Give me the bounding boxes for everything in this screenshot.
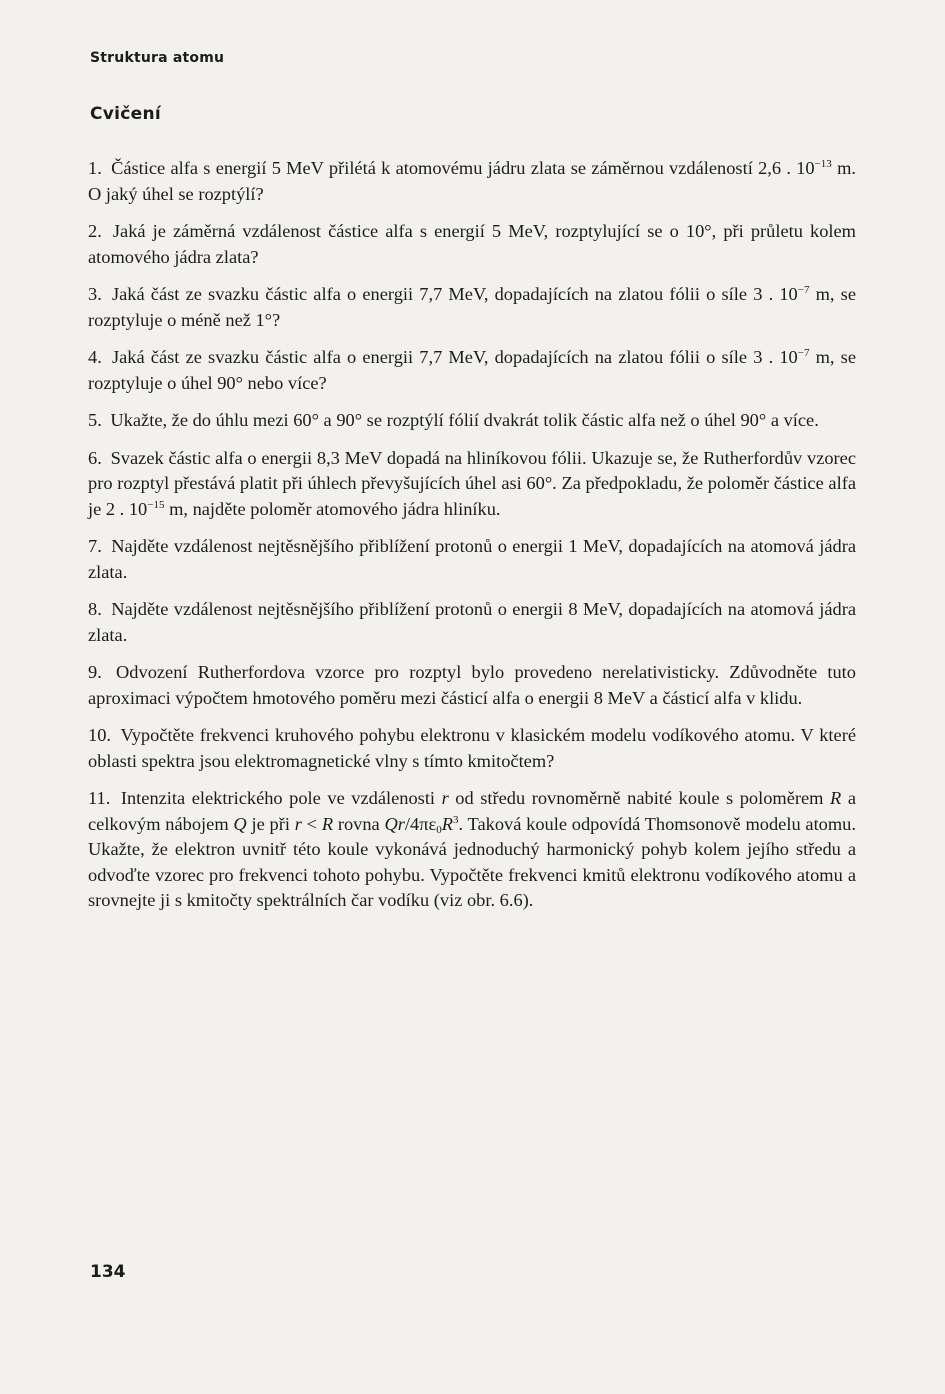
exercise-item [88, 219, 856, 270]
exercise-text: Ukažte, že do úhlu mezi 60° a 90° se rozptýlí fólií dvakrát tolik částic alfa než o úhel 90° a více. [110, 410, 819, 430]
exercise-item [88, 446, 856, 523]
exercise-number: 4. [88, 347, 102, 367]
exercise-text: Najděte vzdálenost nejtěsnějšího přiblížení protonů o energii 1 MeV, dopadajících na atomová jádra zlata. [88, 536, 856, 582]
exercise-text: Svazek částic alfa o energii 8,3 MeV dopadá na hliníkovou fólii. Ukazuje se, že Rutherfordův vzorec pro rozptyl přestává platit při úhlech převyšujících úhel asi 60°. Za předpokladu, že poloměr částice alfa je 2 . $10^{-15}$ m, najděte poloměr atomového jádra hliníku. [88, 447, 856, 519]
exercise-number: 10. [88, 725, 111, 745]
exercise-number: 8. [88, 599, 102, 619]
exercise-text: Najděte vzdálenost nejtěsnějšího přiblížení protonů o energii 8 MeV, dopadajících na atomová jádra zlata. [88, 599, 856, 645]
exercise-number: 11. [88, 788, 111, 808]
page-number: 134 [90, 1262, 126, 1282]
exercise-item [88, 156, 856, 207]
running-head: Struktura atomu [90, 50, 225, 66]
exercise-number: 3. [88, 284, 102, 304]
exercise-item [88, 534, 856, 585]
exercise-item [88, 282, 856, 333]
exercise-item [88, 660, 856, 711]
exercise-number: 9. [88, 662, 102, 682]
exercise-list [88, 156, 856, 926]
exercise-number: 2. [88, 221, 102, 241]
exercise-text: Jaká část ze svazku částic alfa o energii 7,7 MeV, dopadajících na zlatou fólii o síle 3 . $10^{-7}$ m, se rozptyluje o úhel 90° nebo více? [88, 347, 857, 393]
exercise-number: 6. [88, 447, 102, 468]
section-title: Cvičení [90, 104, 162, 124]
exercise-text: Částice alfa s energií 5 MeV přilétá k atomovému jádru zlata se záměrnou vzdáleností 2,6 . $10^{-13}$ m. O jaký úhel se rozptýlí? [88, 158, 856, 204]
exercise-text: Jaká část ze svazku částic alfa o energii 7,7 MeV, dopadajících na zlatou fólii o síle 3 . $10^{-7}$ m, se rozptyluje o méně než 1°? [88, 284, 857, 330]
exercise-text: Jaká je záměrná vzdálenost částice alfa s energií 5 MeV, rozptylující se o 10°, při průletu kolem atomového jádra zlata? [88, 221, 856, 267]
exercise-item [88, 345, 856, 396]
exercise-text: Vypočtěte frekvenci kruhového pohybu elektronu v klasickém modelu vodíkového atomu. V které oblasti spektra jsou elektromagnetické vlny s tímto kmitočtem? [88, 725, 856, 771]
exercise-number: 1. [88, 158, 102, 178]
exercise-text: Intenzita elektrického pole ve vzdálenosti r od středu rovnoměrně nabité koule s poloměrem R a celkovým nábojem Q je při r < R rovna $Qr/4\pi\varepsilon_0R^3$. Taková koule odpovídá Thomsonově modelu atomu. Ukažte, že elektron uvnitř této koule vykonává jednoduchý harmonický pohyb kolem jejího středu a odvoďte vzorec pro frekvenci tohoto pohybu. Vypočtěte frekvenci kmitů elektronu vodíkového atomu a srovnejte ji s kmitočty spektrálních čar vodíku (viz obr. 6.6). [88, 788, 856, 910]
exercise-number: 5. [88, 410, 102, 430]
exercise-item [88, 723, 856, 774]
exercise-item [88, 408, 856, 434]
exercise-text: Odvození Rutherfordova vzorce pro rozptyl bylo provedeno nerelativisticky. Zdůvodněte tuto aproximaci výpočtem hmotového poměru mezi částicí alfa o energii 8 MeV a částicí alfa v klidu. [88, 662, 856, 708]
exercise-number: 7. [88, 536, 102, 556]
exercise-item [88, 786, 856, 914]
exercise-item [88, 597, 856, 648]
